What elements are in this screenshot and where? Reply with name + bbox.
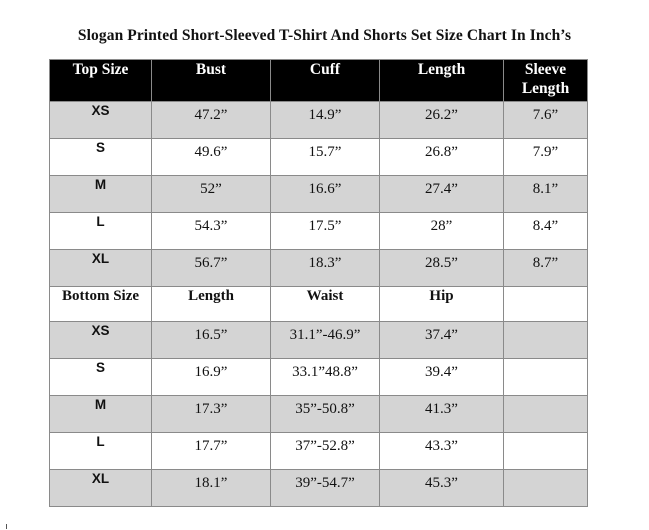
empty-cell bbox=[504, 396, 588, 433]
table-row bbox=[50, 359, 588, 396]
size-cell: XL bbox=[50, 470, 152, 507]
header-empty bbox=[504, 287, 588, 322]
header-cuff: Cuff bbox=[271, 60, 380, 102]
empty-cell bbox=[504, 433, 588, 470]
table-row bbox=[50, 470, 588, 507]
bust-cell: 52” bbox=[152, 176, 271, 213]
sleeve-cell: 8.4” bbox=[504, 213, 588, 250]
length-cell: 16.9” bbox=[152, 359, 271, 396]
sleeve-cell: 7.9” bbox=[504, 139, 588, 176]
empty-cell bbox=[504, 470, 588, 507]
cuff-cell: 15.7” bbox=[271, 139, 380, 176]
table-row bbox=[50, 322, 588, 359]
size-cell: XS bbox=[50, 102, 152, 139]
header-length: Length bbox=[380, 60, 504, 102]
header-waist: Waist bbox=[271, 287, 380, 322]
sleeve-cell: 7.6” bbox=[504, 102, 588, 139]
size-cell: S bbox=[50, 139, 152, 176]
length-cell: 16.5” bbox=[152, 322, 271, 359]
size-cell: L bbox=[50, 213, 152, 250]
corner-mark bbox=[6, 524, 7, 529]
length-cell: 17.3” bbox=[152, 396, 271, 433]
size-cell: XL bbox=[50, 250, 152, 287]
cuff-cell: 18.3” bbox=[271, 250, 380, 287]
sleeve-cell: 8.7” bbox=[504, 250, 588, 287]
header-top-size: Top Size bbox=[50, 60, 152, 102]
empty-cell bbox=[504, 359, 588, 396]
waist-cell: 39”-54.7” bbox=[271, 470, 380, 507]
size-chart-table bbox=[49, 59, 588, 507]
chart-title: Slogan Printed Short-Sleeved T-Shirt And Shorts Set Size Chart In Inch’s bbox=[77, 27, 572, 44]
bottom-header-row bbox=[50, 287, 588, 322]
sleeve-cell: 8.1” bbox=[504, 176, 588, 213]
hip-cell: 41.3” bbox=[380, 396, 504, 433]
table-row bbox=[50, 176, 588, 213]
waist-cell: 33.1”48.8” bbox=[271, 359, 380, 396]
hip-cell: 45.3” bbox=[380, 470, 504, 507]
bust-cell: 54.3” bbox=[152, 213, 271, 250]
table-row bbox=[50, 213, 588, 250]
size-cell: XS bbox=[50, 322, 152, 359]
hip-cell: 37.4” bbox=[380, 322, 504, 359]
header-hip: Hip bbox=[380, 287, 504, 322]
waist-cell: 37”-52.8” bbox=[271, 433, 380, 470]
size-cell: S bbox=[50, 359, 152, 396]
header-bottom-length: Length bbox=[152, 287, 271, 322]
header-bottom-size: Bottom Size bbox=[50, 287, 152, 322]
length-cell: 17.7” bbox=[152, 433, 271, 470]
bust-cell: 56.7” bbox=[152, 250, 271, 287]
bust-cell: 49.6” bbox=[152, 139, 271, 176]
length-cell: 28” bbox=[380, 213, 504, 250]
waist-cell: 35”-50.8” bbox=[271, 396, 380, 433]
hip-cell: 43.3” bbox=[380, 433, 504, 470]
table-row bbox=[50, 433, 588, 470]
bust-cell: 47.2” bbox=[152, 102, 271, 139]
header-bust: Bust bbox=[152, 60, 271, 102]
size-cell: L bbox=[50, 433, 152, 470]
top-header-row bbox=[50, 60, 588, 102]
empty-cell bbox=[504, 322, 588, 359]
header-sleeve-length: Sleeve Length bbox=[504, 60, 588, 102]
length-cell: 26.2” bbox=[380, 102, 504, 139]
table-row bbox=[50, 102, 588, 139]
length-cell: 27.4” bbox=[380, 176, 504, 213]
length-cell: 18.1” bbox=[152, 470, 271, 507]
length-cell: 28.5” bbox=[380, 250, 504, 287]
waist-cell: 31.1”-46.9” bbox=[271, 322, 380, 359]
length-cell: 26.8” bbox=[380, 139, 504, 176]
cuff-cell: 17.5” bbox=[271, 213, 380, 250]
table-row bbox=[50, 250, 588, 287]
size-cell: M bbox=[50, 396, 152, 433]
cuff-cell: 14.9” bbox=[271, 102, 380, 139]
table-row bbox=[50, 139, 588, 176]
table-row bbox=[50, 396, 588, 433]
cuff-cell: 16.6” bbox=[271, 176, 380, 213]
size-cell: M bbox=[50, 176, 152, 213]
hip-cell: 39.4” bbox=[380, 359, 504, 396]
